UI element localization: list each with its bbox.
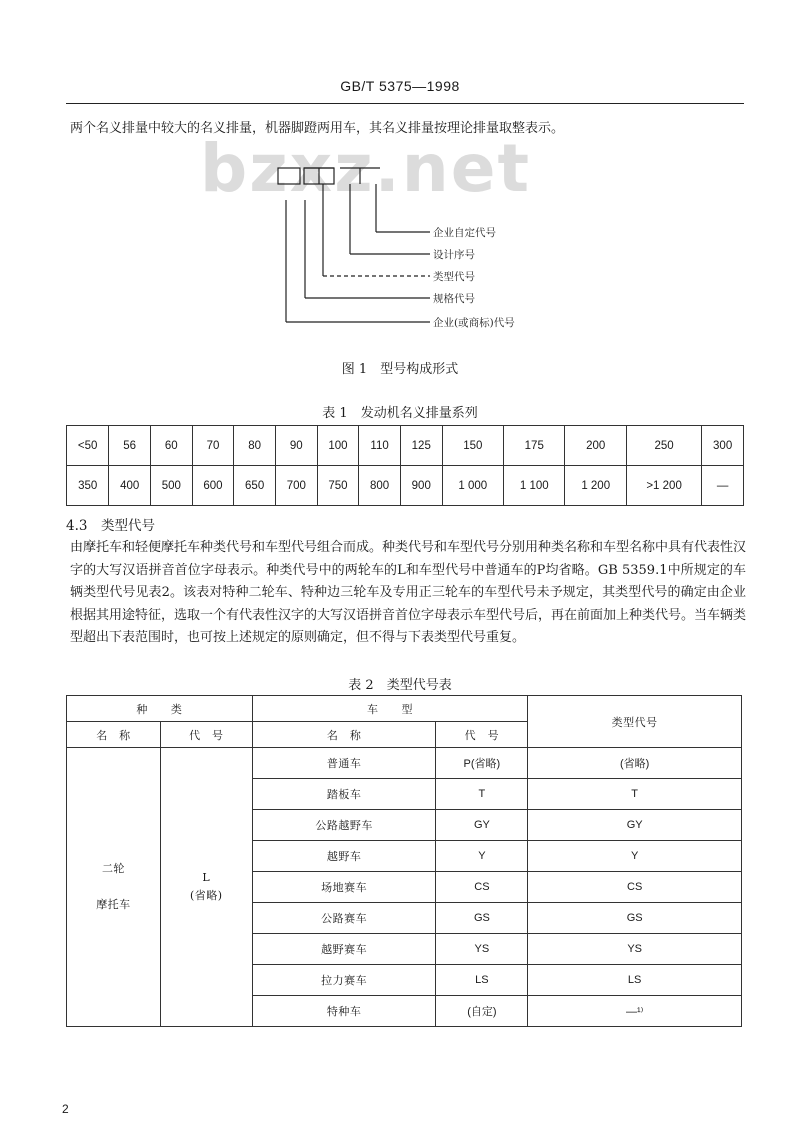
table-cell: 90 — [275, 426, 317, 466]
model-name-cell: 特种车 — [252, 996, 436, 1027]
type-code-cell: T — [528, 779, 742, 810]
type-code-cell: GY — [528, 810, 742, 841]
figure-1-caption: 图 1 型号构成形式 — [341, 362, 459, 377]
table-row — [67, 748, 742, 779]
table-row — [67, 426, 744, 466]
kind-code-cell — [160, 748, 252, 1027]
table-cell: 150 — [442, 426, 503, 466]
table-2-caption: 表 2 类型代号表 — [348, 678, 452, 693]
table-cell: 400 — [109, 466, 151, 506]
table-cell: 1 100 — [504, 466, 565, 506]
table-1-caption: 表 1 发动机名义排量系列 — [322, 406, 478, 421]
model-name-cell: 踏板车 — [252, 779, 436, 810]
table-cell: 60 — [150, 426, 192, 466]
kind-name-line-2: 摩托车 — [96, 898, 131, 911]
table-cell: 250 — [626, 426, 701, 466]
model-code-cell: GY — [436, 810, 528, 841]
table-cell: 56 — [109, 426, 151, 466]
page-number: 2 — [62, 1102, 69, 1116]
type-code-cell: CS — [528, 872, 742, 903]
section-body: 由摩托车和轻便摩托车种类代号和车型代号组合而成。种类代号和车型代号分别用种类名称和车型名称中具有代表性汉字的大写汉语拼音首位字母表示。种类代号中的两轮车的L和车型代号中普通车的P均省略。GB 5359.1中所规定的车辆类型代号见表2。该表对特种二轮车、特种边三轮车及专用正三轮车的车型代号未予规定，其类型代号的确定由企业根据其用途特征，选取一个有代表性汉字的大写汉语拼音首位字母表示车型代号后，再在前面加上种类代号。当车辆类型超出下表范围时，也可按上述规定的原则确定，但不得与下表类型代号重复。 — [70, 540, 747, 645]
model-name-cell: 场地赛车 — [252, 872, 436, 903]
model-code-cell: T — [436, 779, 528, 810]
subheader-model-name: 名 称 — [252, 722, 436, 748]
type-code-cell: Y — [528, 841, 742, 872]
type-code-cell: —¹⁾ — [528, 996, 742, 1027]
table-cell: 125 — [400, 426, 442, 466]
table-cell: 600 — [192, 466, 234, 506]
type-code-cell: YS — [528, 934, 742, 965]
type-code-cell: LS — [528, 965, 742, 996]
table-cell: 1 000 — [442, 466, 503, 506]
model-code-cell: GS — [436, 903, 528, 934]
kind-name-line-1: 二轮 — [101, 862, 125, 875]
table-cell: 300 — [702, 426, 744, 466]
table-cell: 80 — [234, 426, 276, 466]
model-name-cell: 越野赛车 — [252, 934, 436, 965]
model-name-cell: 公路赛车 — [252, 903, 436, 934]
model-code-cell: (自定) — [436, 996, 528, 1027]
table-cell: 650 — [234, 466, 276, 506]
table-cell: 500 — [150, 466, 192, 506]
subheader-kind-name: 名 称 — [67, 722, 161, 748]
table-cell: >1 200 — [626, 466, 701, 506]
model-name-cell: 公路越野车 — [252, 810, 436, 841]
document-code: GB/T 5375—1998 — [340, 78, 460, 94]
diagram-box-1 — [278, 168, 300, 184]
model-code-cell: YS — [436, 934, 528, 965]
table-cell: 900 — [400, 466, 442, 506]
header-type-code: 类型代号 — [528, 696, 742, 748]
subheader-model-code: 代 号 — [436, 722, 528, 748]
model-code-cell: Y — [436, 841, 528, 872]
model-code-cell: P(省略) — [436, 748, 528, 779]
label-spec-code: 规格代号 — [433, 293, 475, 305]
table-cell: 800 — [359, 466, 401, 506]
intro-paragraph: 两个名义排量中较大的名义排量，机器脚蹬两用车，其名义排量按理论排量取整表示。 — [70, 121, 565, 136]
table-cell: 100 — [317, 426, 359, 466]
kind-code-line-2: (省略) — [190, 889, 223, 902]
displacement-table — [66, 425, 744, 506]
model-name-cell: 拉力赛车 — [252, 965, 436, 996]
table-cell: <50 — [67, 426, 109, 466]
label-enterprise-code: 企业自定代号 — [433, 227, 496, 239]
table-cell: 700 — [275, 466, 317, 506]
kind-name-cell — [67, 748, 161, 1027]
watermark: bzxz.net — [200, 130, 532, 207]
table-cell: 750 — [317, 466, 359, 506]
section-title: 4.3 类型代号 — [66, 518, 155, 534]
model-code-cell: CS — [436, 872, 528, 903]
table-cell: 175 — [504, 426, 565, 466]
model-code-cell: LS — [436, 965, 528, 996]
label-design-serial: 设计序号 — [433, 249, 475, 261]
header-model: 车 型 — [252, 696, 528, 722]
model-structure-diagram — [0, 0, 800, 350]
type-code-cell: GS — [528, 903, 742, 934]
model-name-cell: 普通车 — [252, 748, 436, 779]
table-cell: 70 — [192, 426, 234, 466]
table-cell: 200 — [565, 426, 626, 466]
subheader-kind-code: 代 号 — [160, 722, 252, 748]
table-cell: 350 — [67, 466, 109, 506]
label-brand-code: 企业(或商标)代号 — [433, 317, 515, 329]
table-cell: — — [702, 466, 744, 506]
table-row — [67, 466, 744, 506]
model-name-cell: 越野车 — [252, 841, 436, 872]
header-kind: 种 类 — [67, 696, 253, 722]
table-cell: 110 — [359, 426, 401, 466]
kind-code-line-1: L — [202, 871, 211, 884]
type-code-cell: (省略) — [528, 748, 742, 779]
table-header-row — [67, 696, 742, 722]
table-cell: 1 200 — [565, 466, 626, 506]
type-code-table — [66, 695, 742, 1027]
label-type-code: 类型代号 — [433, 271, 475, 283]
